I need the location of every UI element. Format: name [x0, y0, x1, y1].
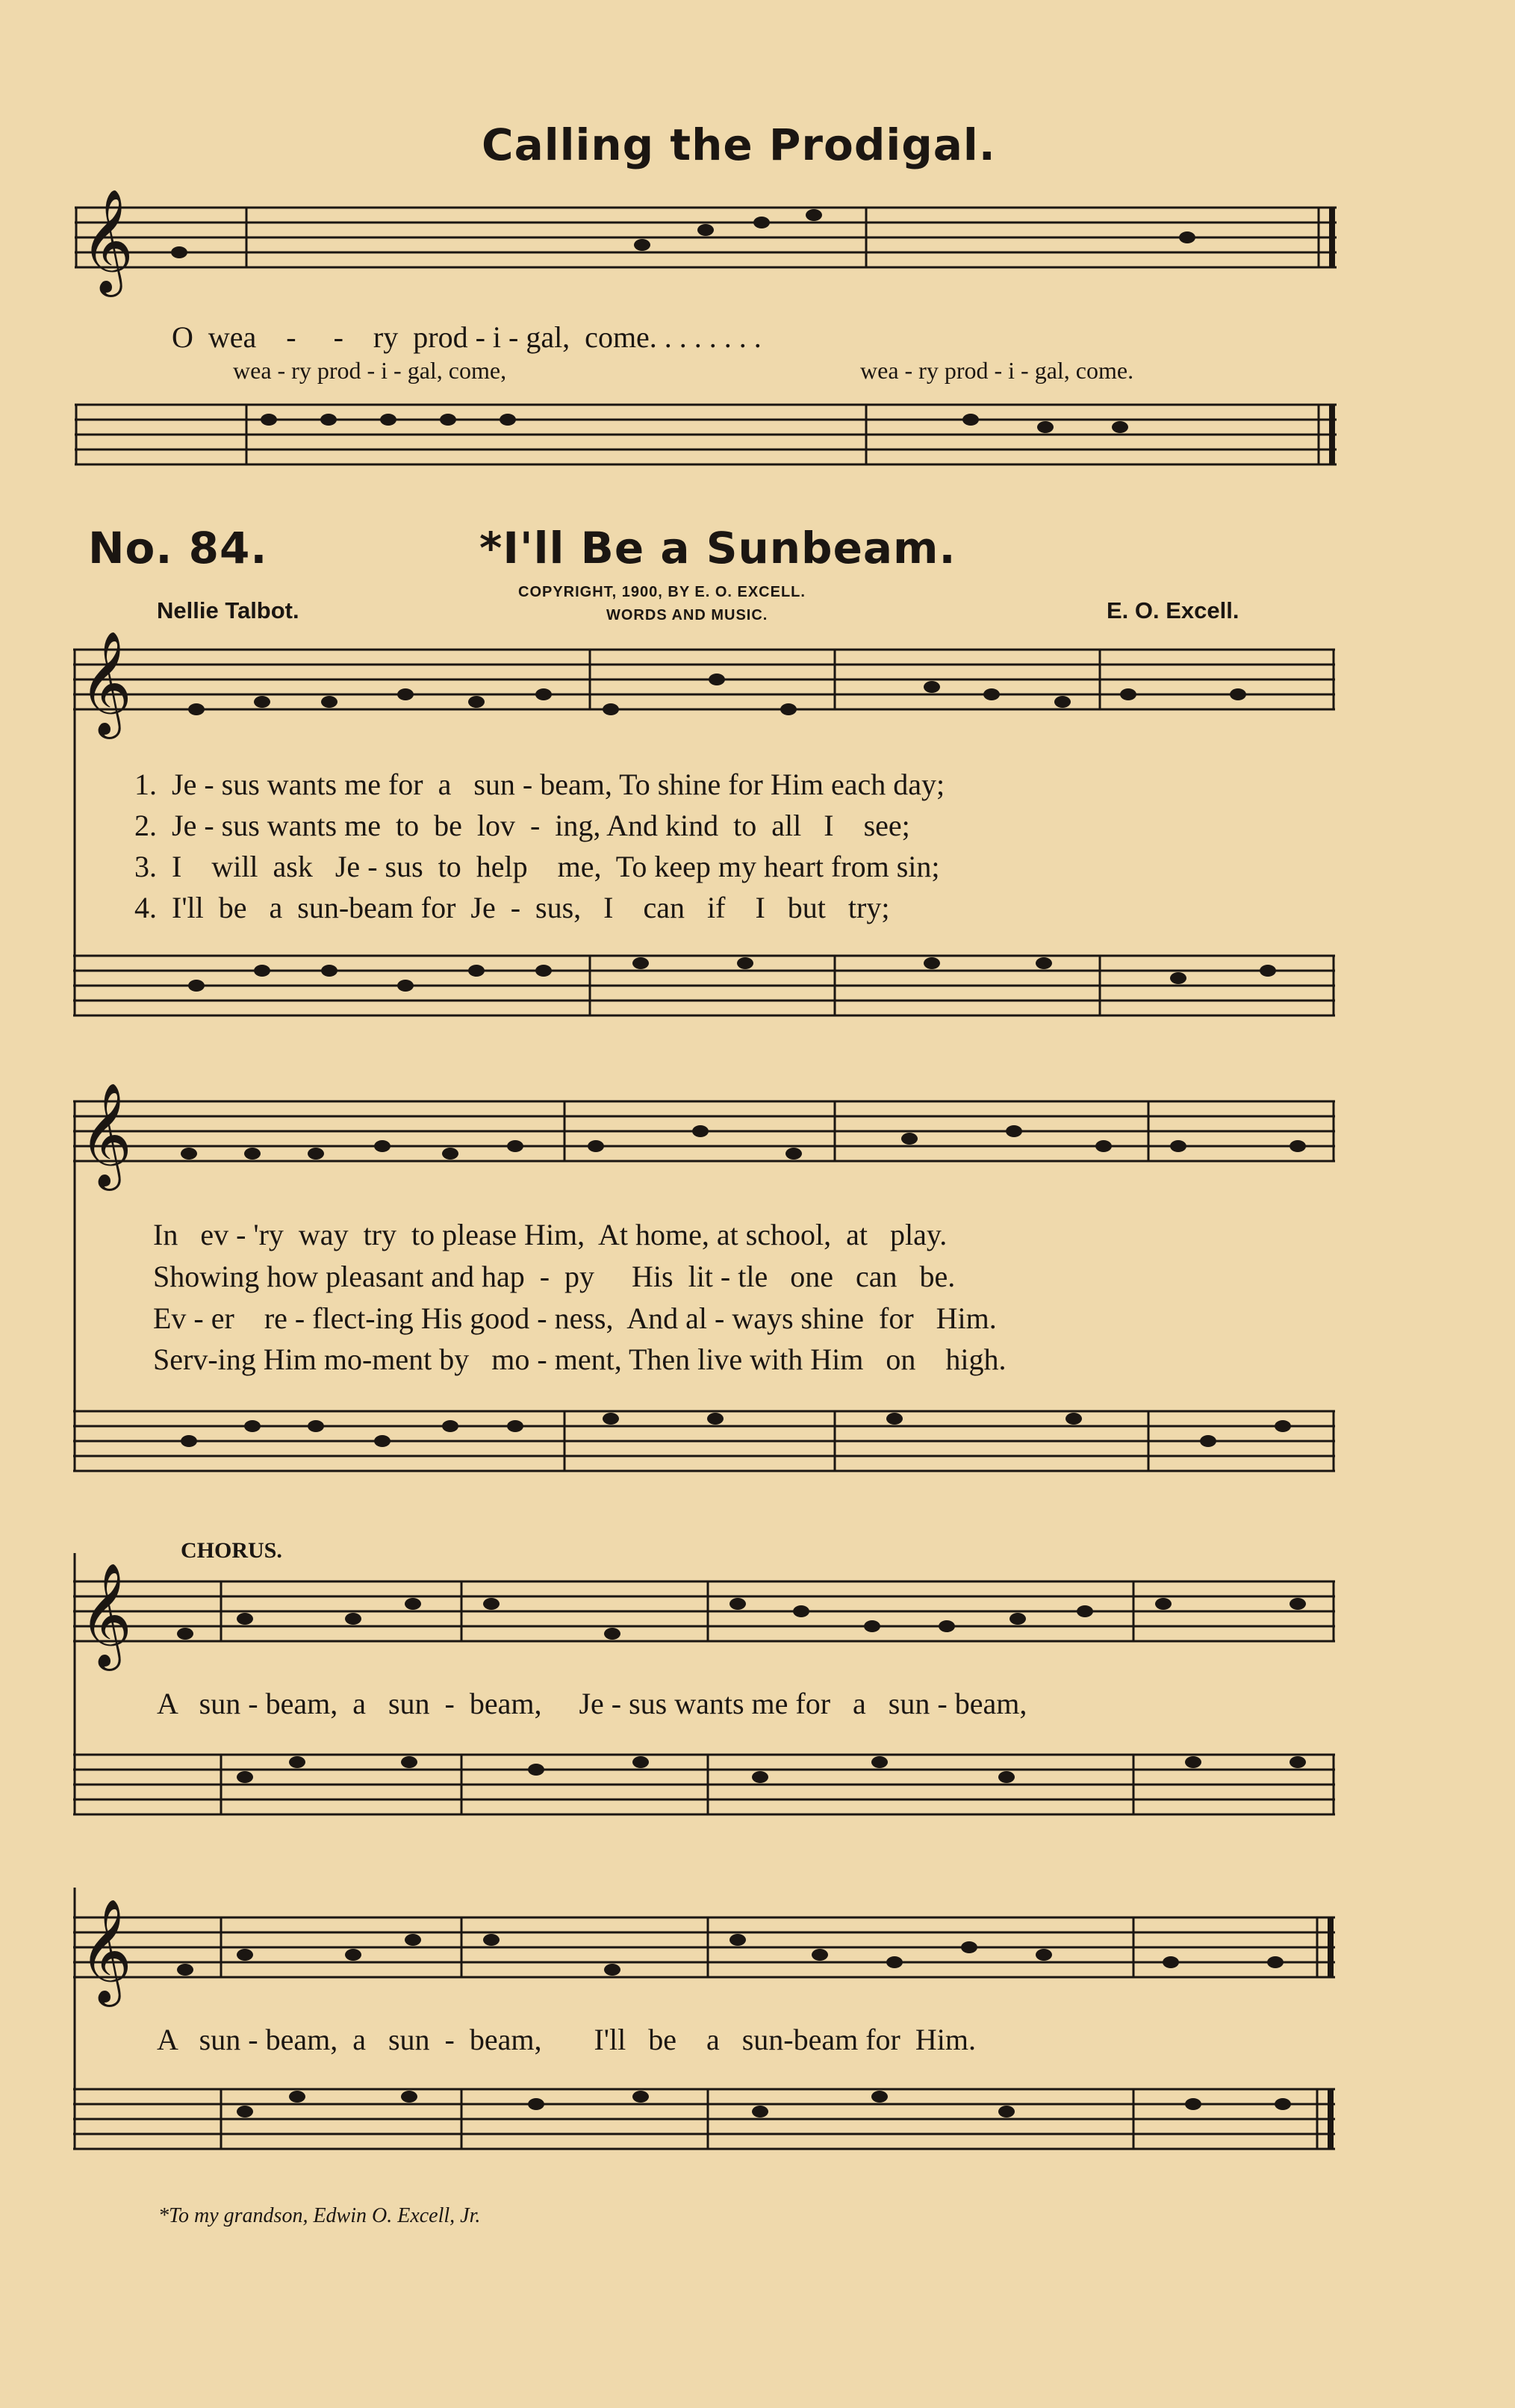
svg-text:𝄞: 𝄞	[81, 189, 134, 293]
system-2-treble-staff	[73, 1083, 1335, 1186]
prev-hymn-lyric-alt-1: wea - ry prod - i - gal, come,	[233, 357, 507, 384]
verse-line-3-part1: 3. I will ask Je - sus to help me, To keep my heart from sin;	[134, 850, 940, 883]
chorus-1-treble-staff	[73, 1563, 1335, 1667]
system-1-treble-staff	[73, 631, 1335, 735]
chorus-1-bass-staff	[73, 1747, 1335, 1829]
hymn-number: No. 84.	[88, 523, 268, 573]
prev-hymn-treble-staff	[75, 189, 1337, 293]
verse-line-1-part2: In ev - 'ry way try to please Him, At home, at school, at play.	[153, 1218, 948, 1251]
verse-line-1-part1: 1. Je - sus wants me for a sun - beam, To shine for Him each day;	[134, 768, 945, 801]
chorus-lyric-line-1: A sun - beam, a sun - beam, Je - sus wants me for a sun - beam,	[157, 1687, 1027, 1720]
composer-credit: E. O. Excell.	[1107, 597, 1239, 623]
copyright-line-2: WORDS AND MUSIC.	[606, 607, 768, 623]
prev-hymn-lyric-alt-2: wea - ry prod - i - gal, come.	[860, 357, 1134, 384]
verse-line-4-part2: Serv-ing Him mo-ment by mo - ment, Then live with Him on high.	[153, 1343, 1007, 1376]
verse-line-4-part1: 4. I'll be a sun-beam for Je - sus, I can if I but try;	[134, 891, 890, 924]
system-2-bass-staff	[73, 1404, 1335, 1486]
svg-text:𝄞: 𝄞	[79, 1899, 132, 2003]
svg-text:𝄞: 𝄞	[79, 631, 132, 735]
dedication-footnote: *To my grandson, Edwin O. Excell, Jr.	[158, 2204, 481, 2227]
verse-line-3-part2: Ev - er re - flect-ing His good - ness, And al - ways shine for Him.	[153, 1301, 997, 1335]
svg-text:𝄞: 𝄞	[79, 1083, 132, 1186]
copyright-line-1: COPYRIGHT, 1900, BY E. O. EXCELL.	[518, 584, 806, 600]
lyricist-credit: Nellie Talbot.	[157, 597, 299, 623]
chorus-2-treble-staff	[73, 1899, 1335, 2003]
system-1-bass-staff	[73, 948, 1335, 1030]
svg-text:𝄞: 𝄞	[79, 1563, 132, 1667]
prev-hymn-lyric-main: O wea - - ry prod - i - gal, come. . . . . . . .	[172, 320, 762, 354]
prev-hymn-title: Calling the Prodigal.	[482, 119, 996, 170]
hymn-title: *I'll Be a Sunbeam.	[479, 523, 956, 573]
verse-line-2-part1: 2. Je - sus wants me to be lov - ing, And kind to all I see;	[134, 809, 910, 842]
chorus-2-bass-staff	[73, 2082, 1335, 2164]
verse-line-2-part2: Showing how pleasant and hap - py His lit - tle one can be.	[153, 1260, 956, 1293]
chorus-label: CHORUS.	[181, 1538, 282, 1563]
chorus-lyric-line-2: A sun - beam, a sun - beam, I'll be a sun-beam for Him.	[157, 2023, 976, 2056]
prev-hymn-bass-staff	[75, 397, 1337, 479]
